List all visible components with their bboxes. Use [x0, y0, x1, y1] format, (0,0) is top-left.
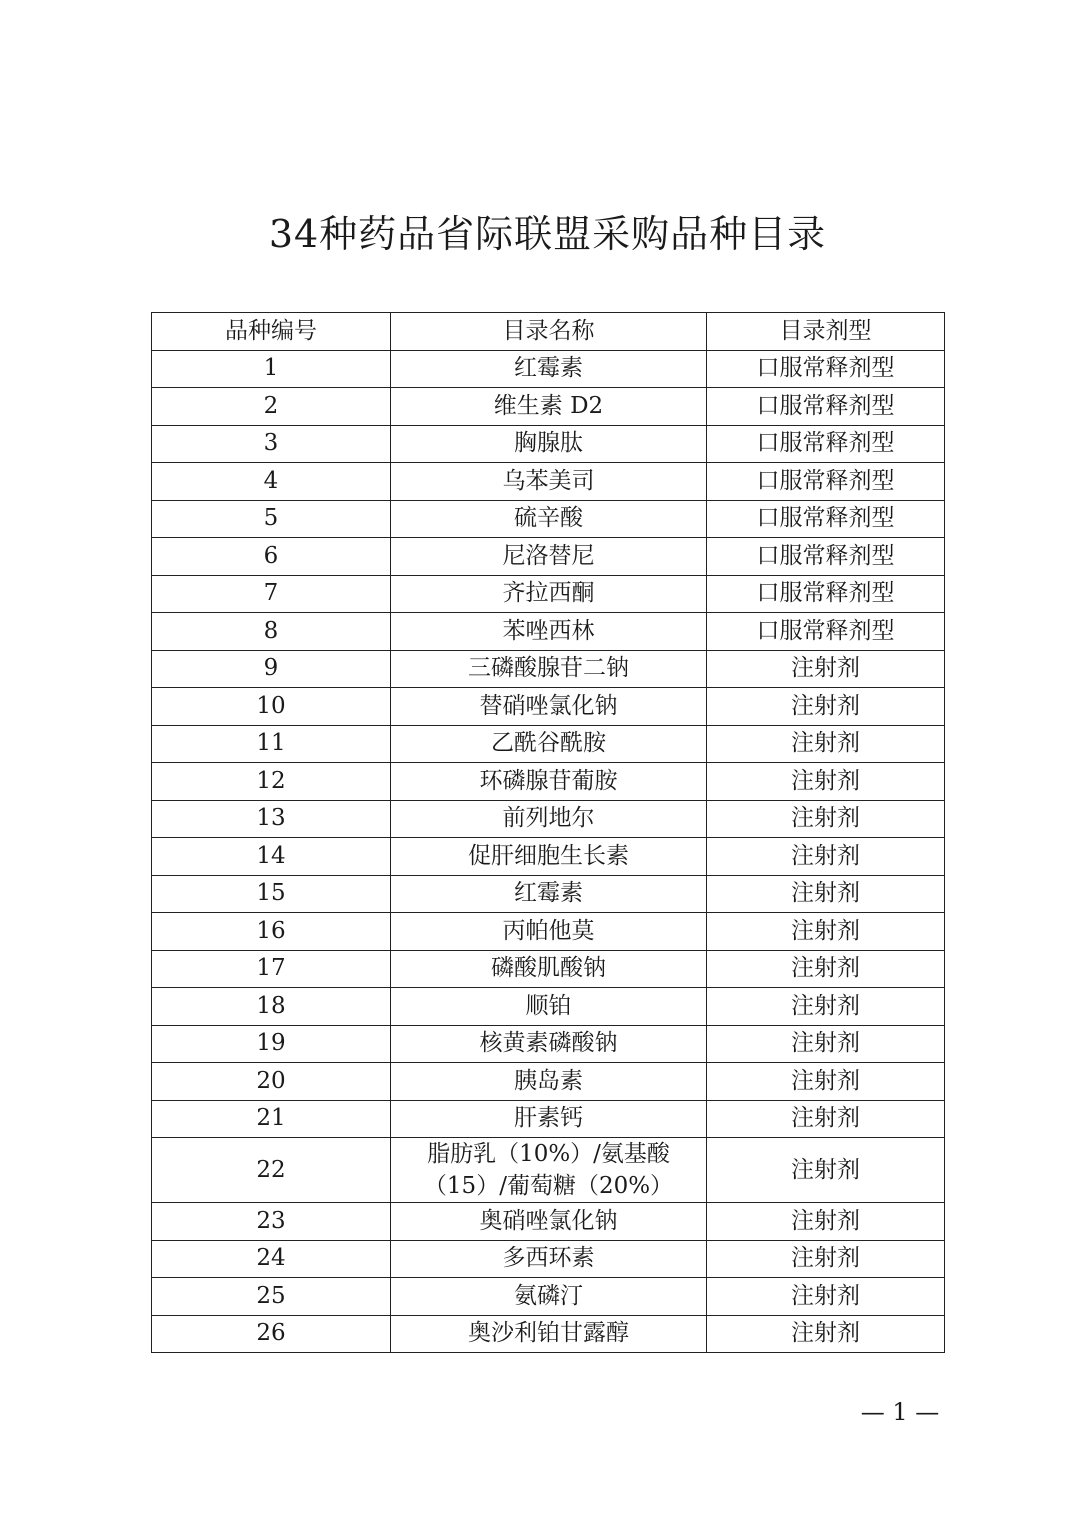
cell-item-number: 9 — [152, 650, 391, 688]
cell-dosage-form: 注射剂 — [707, 1278, 945, 1316]
cell-dosage-form: 注射剂 — [707, 688, 945, 726]
table-body — [152, 350, 945, 1353]
table-row — [152, 1278, 945, 1316]
cell-item-number: 18 — [152, 988, 391, 1026]
cell-item-number: 22 — [152, 1138, 391, 1203]
cell-catalog-name: 乙酰谷酰胺 — [391, 725, 707, 763]
cell-dosage-form: 注射剂 — [707, 1063, 945, 1101]
cell-item-number: 7 — [152, 575, 391, 613]
table-row — [152, 1025, 945, 1063]
cell-dosage-form: 注射剂 — [707, 988, 945, 1026]
cell-catalog-name: 奥沙利铂甘露醇 — [391, 1315, 707, 1353]
cell-item-number: 13 — [152, 800, 391, 838]
cell-item-number: 3 — [152, 425, 391, 463]
cell-item-number: 15 — [152, 875, 391, 913]
cell-dosage-form: 注射剂 — [707, 650, 945, 688]
cell-catalog-name: 红霉素 — [391, 350, 707, 388]
cell-dosage-form: 口服常释剂型 — [707, 613, 945, 651]
table-row — [152, 650, 945, 688]
table-row — [152, 350, 945, 388]
cell-dosage-form: 注射剂 — [707, 763, 945, 801]
cell-item-number: 5 — [152, 500, 391, 538]
table-row — [152, 725, 945, 763]
cell-item-number: 14 — [152, 838, 391, 876]
table-row — [152, 1063, 945, 1101]
header-catalog-name: 目录名称 — [391, 313, 707, 351]
header-item-number: 品种编号 — [152, 313, 391, 351]
cell-dosage-form: 口服常释剂型 — [707, 425, 945, 463]
table-row — [152, 613, 945, 651]
table-row — [152, 463, 945, 501]
table-row — [152, 988, 945, 1026]
page-number: — 1 — — [860, 1398, 940, 1426]
table-row — [152, 1240, 945, 1278]
cell-catalog-name: 替硝唑氯化钠 — [391, 688, 707, 726]
table-row — [152, 688, 945, 726]
table-row — [152, 763, 945, 801]
table-header-row — [152, 313, 945, 351]
cell-item-number: 4 — [152, 463, 391, 501]
cell-catalog-name: 促肝细胞生长素 — [391, 838, 707, 876]
cell-catalog-name: 丙帕他莫 — [391, 913, 707, 951]
table-row — [152, 538, 945, 576]
cell-catalog-name: 胸腺肽 — [391, 425, 707, 463]
cell-item-number: 23 — [152, 1203, 391, 1241]
table-row — [152, 388, 945, 426]
cell-catalog-name: 硫辛酸 — [391, 500, 707, 538]
cell-catalog-name: 肝素钙 — [391, 1100, 707, 1138]
page-title: 34种药品省际联盟采购品种目录 — [268, 212, 827, 256]
cell-catalog-name: 磷酸肌酸钠 — [391, 950, 707, 988]
cell-item-number: 1 — [152, 350, 391, 388]
cell-catalog-name: 苯唑西林 — [391, 613, 707, 651]
cell-item-number: 20 — [152, 1063, 391, 1101]
cell-dosage-form: 注射剂 — [707, 1100, 945, 1138]
cell-catalog-name: 胰岛素 — [391, 1063, 707, 1101]
table-row — [152, 838, 945, 876]
table-row — [152, 500, 945, 538]
cell-dosage-form: 注射剂 — [707, 1203, 945, 1241]
cell-dosage-form: 口服常释剂型 — [707, 350, 945, 388]
cell-dosage-form: 注射剂 — [707, 913, 945, 951]
cell-item-number: 6 — [152, 538, 391, 576]
cell-dosage-form: 注射剂 — [707, 1138, 945, 1203]
cell-catalog-name: 齐拉西酮 — [391, 575, 707, 613]
cell-catalog-name: 红霉素 — [391, 875, 707, 913]
cell-catalog-name: 三磷酸腺苷二钠 — [391, 650, 707, 688]
cell-item-number: 17 — [152, 950, 391, 988]
cell-dosage-form: 注射剂 — [707, 1025, 945, 1063]
table-row — [152, 425, 945, 463]
table-row — [152, 800, 945, 838]
cell-dosage-form: 注射剂 — [707, 1240, 945, 1278]
cell-dosage-form: 口服常释剂型 — [707, 575, 945, 613]
cell-item-number: 19 — [152, 1025, 391, 1063]
cell-dosage-form: 注射剂 — [707, 800, 945, 838]
cell-catalog-name: 环磷腺苷葡胺 — [391, 763, 707, 801]
table-row — [152, 1315, 945, 1353]
cell-catalog-name: 顺铂 — [391, 988, 707, 1026]
cell-dosage-form: 口服常释剂型 — [707, 500, 945, 538]
cell-item-number: 25 — [152, 1278, 391, 1316]
cell-item-number: 26 — [152, 1315, 391, 1353]
table-row — [152, 1203, 945, 1241]
cell-dosage-form: 注射剂 — [707, 838, 945, 876]
cell-catalog-name: 氨磷汀 — [391, 1278, 707, 1316]
cell-dosage-form: 注射剂 — [707, 875, 945, 913]
cell-catalog-name: 维生素 D2 — [391, 388, 707, 426]
cell-dosage-form: 口服常释剂型 — [707, 538, 945, 576]
cell-catalog-name: 核黄素磷酸钠 — [391, 1025, 707, 1063]
table-row — [152, 1138, 945, 1203]
table-row — [152, 1100, 945, 1138]
table-row — [152, 875, 945, 913]
table-row — [152, 913, 945, 951]
cell-catalog-name: 脂肪乳（10%）/氨基酸（15）/葡萄糖（20%） — [391, 1138, 707, 1203]
cell-catalog-name: 多西环素 — [391, 1240, 707, 1278]
cell-item-number: 11 — [152, 725, 391, 763]
cell-item-number: 21 — [152, 1100, 391, 1138]
cell-dosage-form: 注射剂 — [707, 1315, 945, 1353]
cell-item-number: 12 — [152, 763, 391, 801]
table-row — [152, 575, 945, 613]
cell-catalog-name: 前列地尔 — [391, 800, 707, 838]
cell-catalog-name: 奥硝唑氯化钠 — [391, 1203, 707, 1241]
cell-item-number: 2 — [152, 388, 391, 426]
cell-item-number: 24 — [152, 1240, 391, 1278]
cell-item-number: 8 — [152, 613, 391, 651]
cell-dosage-form: 注射剂 — [707, 950, 945, 988]
cell-item-number: 10 — [152, 688, 391, 726]
cell-dosage-form: 口服常释剂型 — [707, 388, 945, 426]
cell-catalog-name: 乌苯美司 — [391, 463, 707, 501]
header-dosage-form: 目录剂型 — [707, 313, 945, 351]
cell-item-number: 16 — [152, 913, 391, 951]
drug-catalog-table — [151, 312, 945, 1353]
table-row — [152, 950, 945, 988]
cell-dosage-form: 口服常释剂型 — [707, 463, 945, 501]
cell-catalog-name: 尼洛替尼 — [391, 538, 707, 576]
table-header — [152, 313, 945, 351]
cell-dosage-form: 注射剂 — [707, 725, 945, 763]
